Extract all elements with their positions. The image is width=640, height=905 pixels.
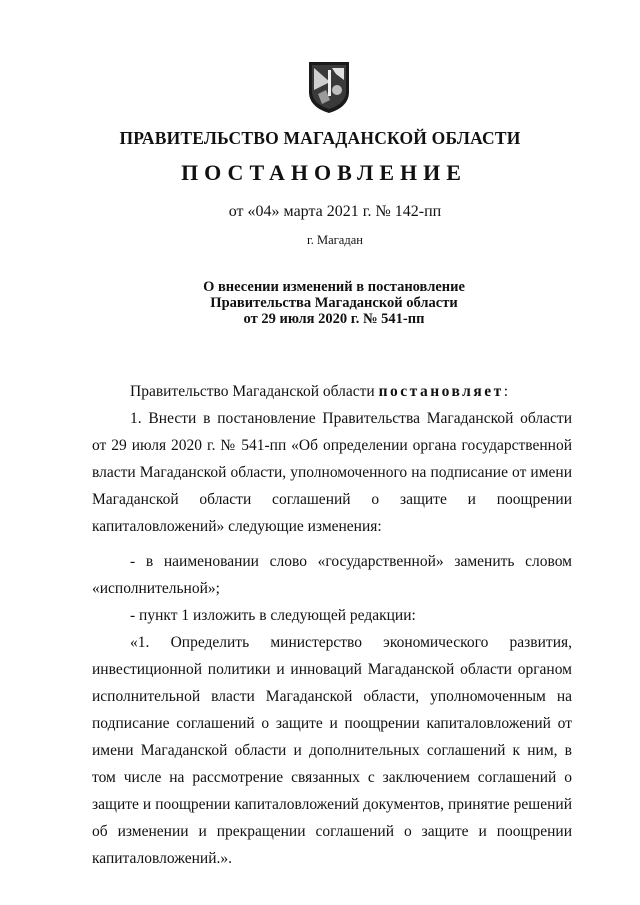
intro-suffix: : bbox=[503, 383, 509, 400]
document-type-title: ПОСТАНОВЛЕНИЕ bbox=[181, 160, 467, 185]
list-item-1: - в наименовании слово «государственной» заменить словом «исполнительной»; bbox=[92, 553, 572, 597]
government-title: ПРАВИТЕЛЬСТВО МАГАДАНСКОЙ ОБЛАСТИ bbox=[119, 128, 521, 148]
quoted-paragraph: «1. Определить министерство экономического развития, инвестиционной политики и инноваций Магаданской области органом исполнительной власти Магаданской области, уполномоченным на подписание соглашений о защите и поощрении капиталовложений от имени Магаданской области и дополнительных соглашений к ним, в том числе на рассмотрение связанных с заключением соглашений о защите и поощрении капиталовложений документов, принятие решений об изменении и прекращении соглашений о защите и поощрении капиталовложений.». bbox=[92, 634, 572, 867]
document-city: г. Магадан bbox=[307, 233, 363, 247]
document-subject bbox=[0, 279, 640, 327]
subject-line-3: от 29 июля 2020 г. № 541-пп bbox=[243, 311, 425, 327]
document-date-number: от «04» марта 2021 г. № 142-пп bbox=[228, 203, 442, 220]
subject-line-1: О внесении изменений в постановление bbox=[203, 279, 465, 295]
intro-paragraph bbox=[92, 378, 572, 405]
magadan-coat-of-arms-icon bbox=[306, 60, 352, 114]
document-body bbox=[92, 378, 572, 872]
list-item-2: - пункт 1 изложить в следующей редакции: bbox=[130, 607, 416, 624]
intro-action: постановляет bbox=[378, 383, 504, 400]
paragraph-1: 1. Внести в постановление Правительства Магаданской области от 29 июля 2020 г. № 541-пп «Об определении органа государственной власти Магаданской области, уполномоченного на подписание от имени Магаданской области соглашений о защите и поощрении капиталовложений» следующие изменения: bbox=[92, 410, 572, 535]
subject-line-2: Правительства Магаданской области bbox=[210, 295, 458, 311]
intro-prefix: Правительство Магаданской области bbox=[130, 383, 375, 400]
